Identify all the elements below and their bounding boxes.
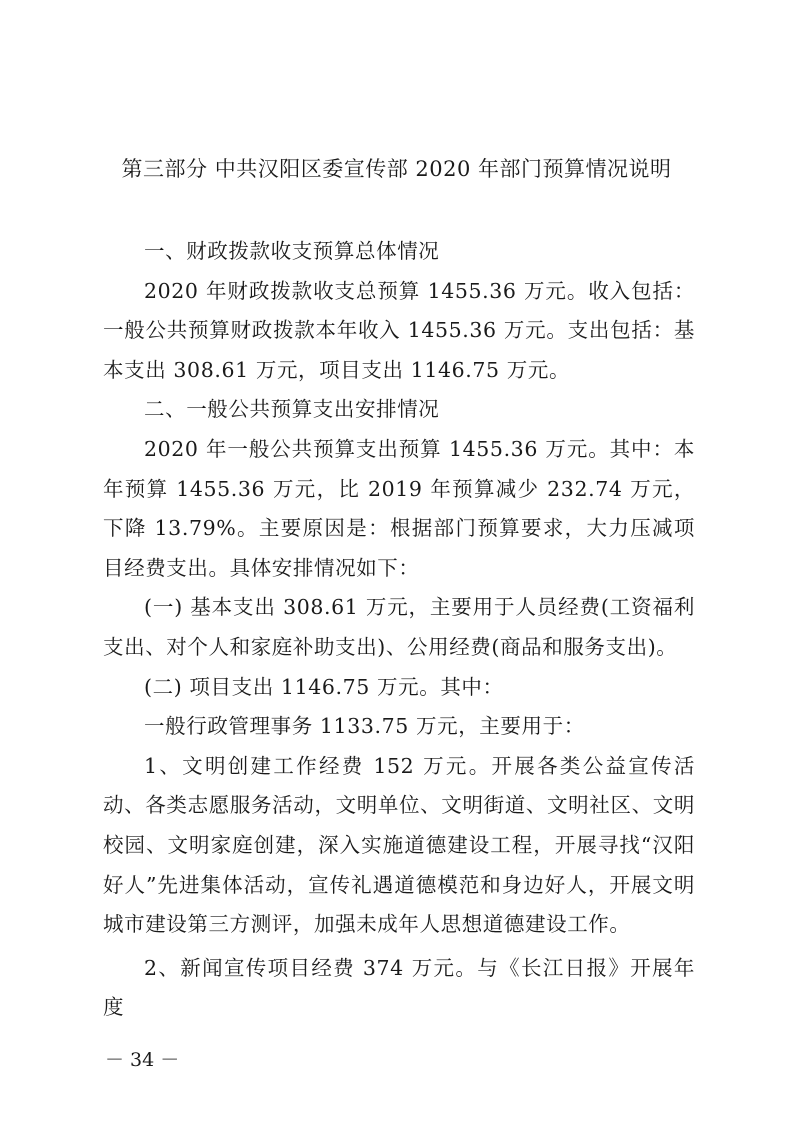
- paragraph-admin-affairs: 一般行政管理事务 1133.75 万元，主要用于：: [144, 714, 585, 739]
- page-number: － 34 －: [105, 1049, 180, 1071]
- paragraph-news-funds: 2、新闻宣传项目经费 374 万元。与《长江日报》开展年度: [103, 955, 695, 1020]
- paragraph-civilization-funds: 1、文明创建工作经费 152 万元。开展各类公益宣传活动、各类志愿服务活动，文明单位、文明街道、文明社区、文明校园、文明家庭创建，深入实施道德建设工程，开展寻找“汉阳好人”先进集体活动，宣传礼遇道德模范和身边好人，开展文明城市建设第三方测评，加强未成年人思想道德建设工作。: [103, 753, 695, 937]
- page-title: 第三部分 中共汉阳区委宣传部 2020 年部门预算情况说明: [121, 157, 672, 181]
- paragraph-general-budget: 2020 年一般公共预算支出预算 1455.36 万元。其中：本年预算 1455.36 万元，比 2019 年预算减少 232.74 万元，下降 13.79%。主要原因是：根据部门预算要求，大力压减项目经费支出。具体安排情况如下：: [103, 436, 695, 580]
- paragraph-basic-expenditure: (一) 基本支出 308.61 万元，主要用于人员经费(工资福利支出、对个人和家庭补助支出)、公用经费(商品和服务支出)。: [103, 595, 695, 659]
- paragraph-total-budget: 2020 年财政拨款收支总预算 1455.36 万元。收入包括：一般公共预算财政拨款本年收入 1455.36 万元。支出包括：基本支出 308.61 万元，项目支出 1146.75 万元。: [103, 278, 695, 382]
- paragraph-project-expenditure: (二) 项目支出 1146.75 万元。其中：: [144, 674, 504, 699]
- section-heading-2: 二、一般公共预算支出安排情况: [144, 397, 440, 422]
- section-heading-1: 一、财政拨款收支预算总体情况: [144, 239, 440, 263]
- document-body: [103, 232, 695, 1028]
